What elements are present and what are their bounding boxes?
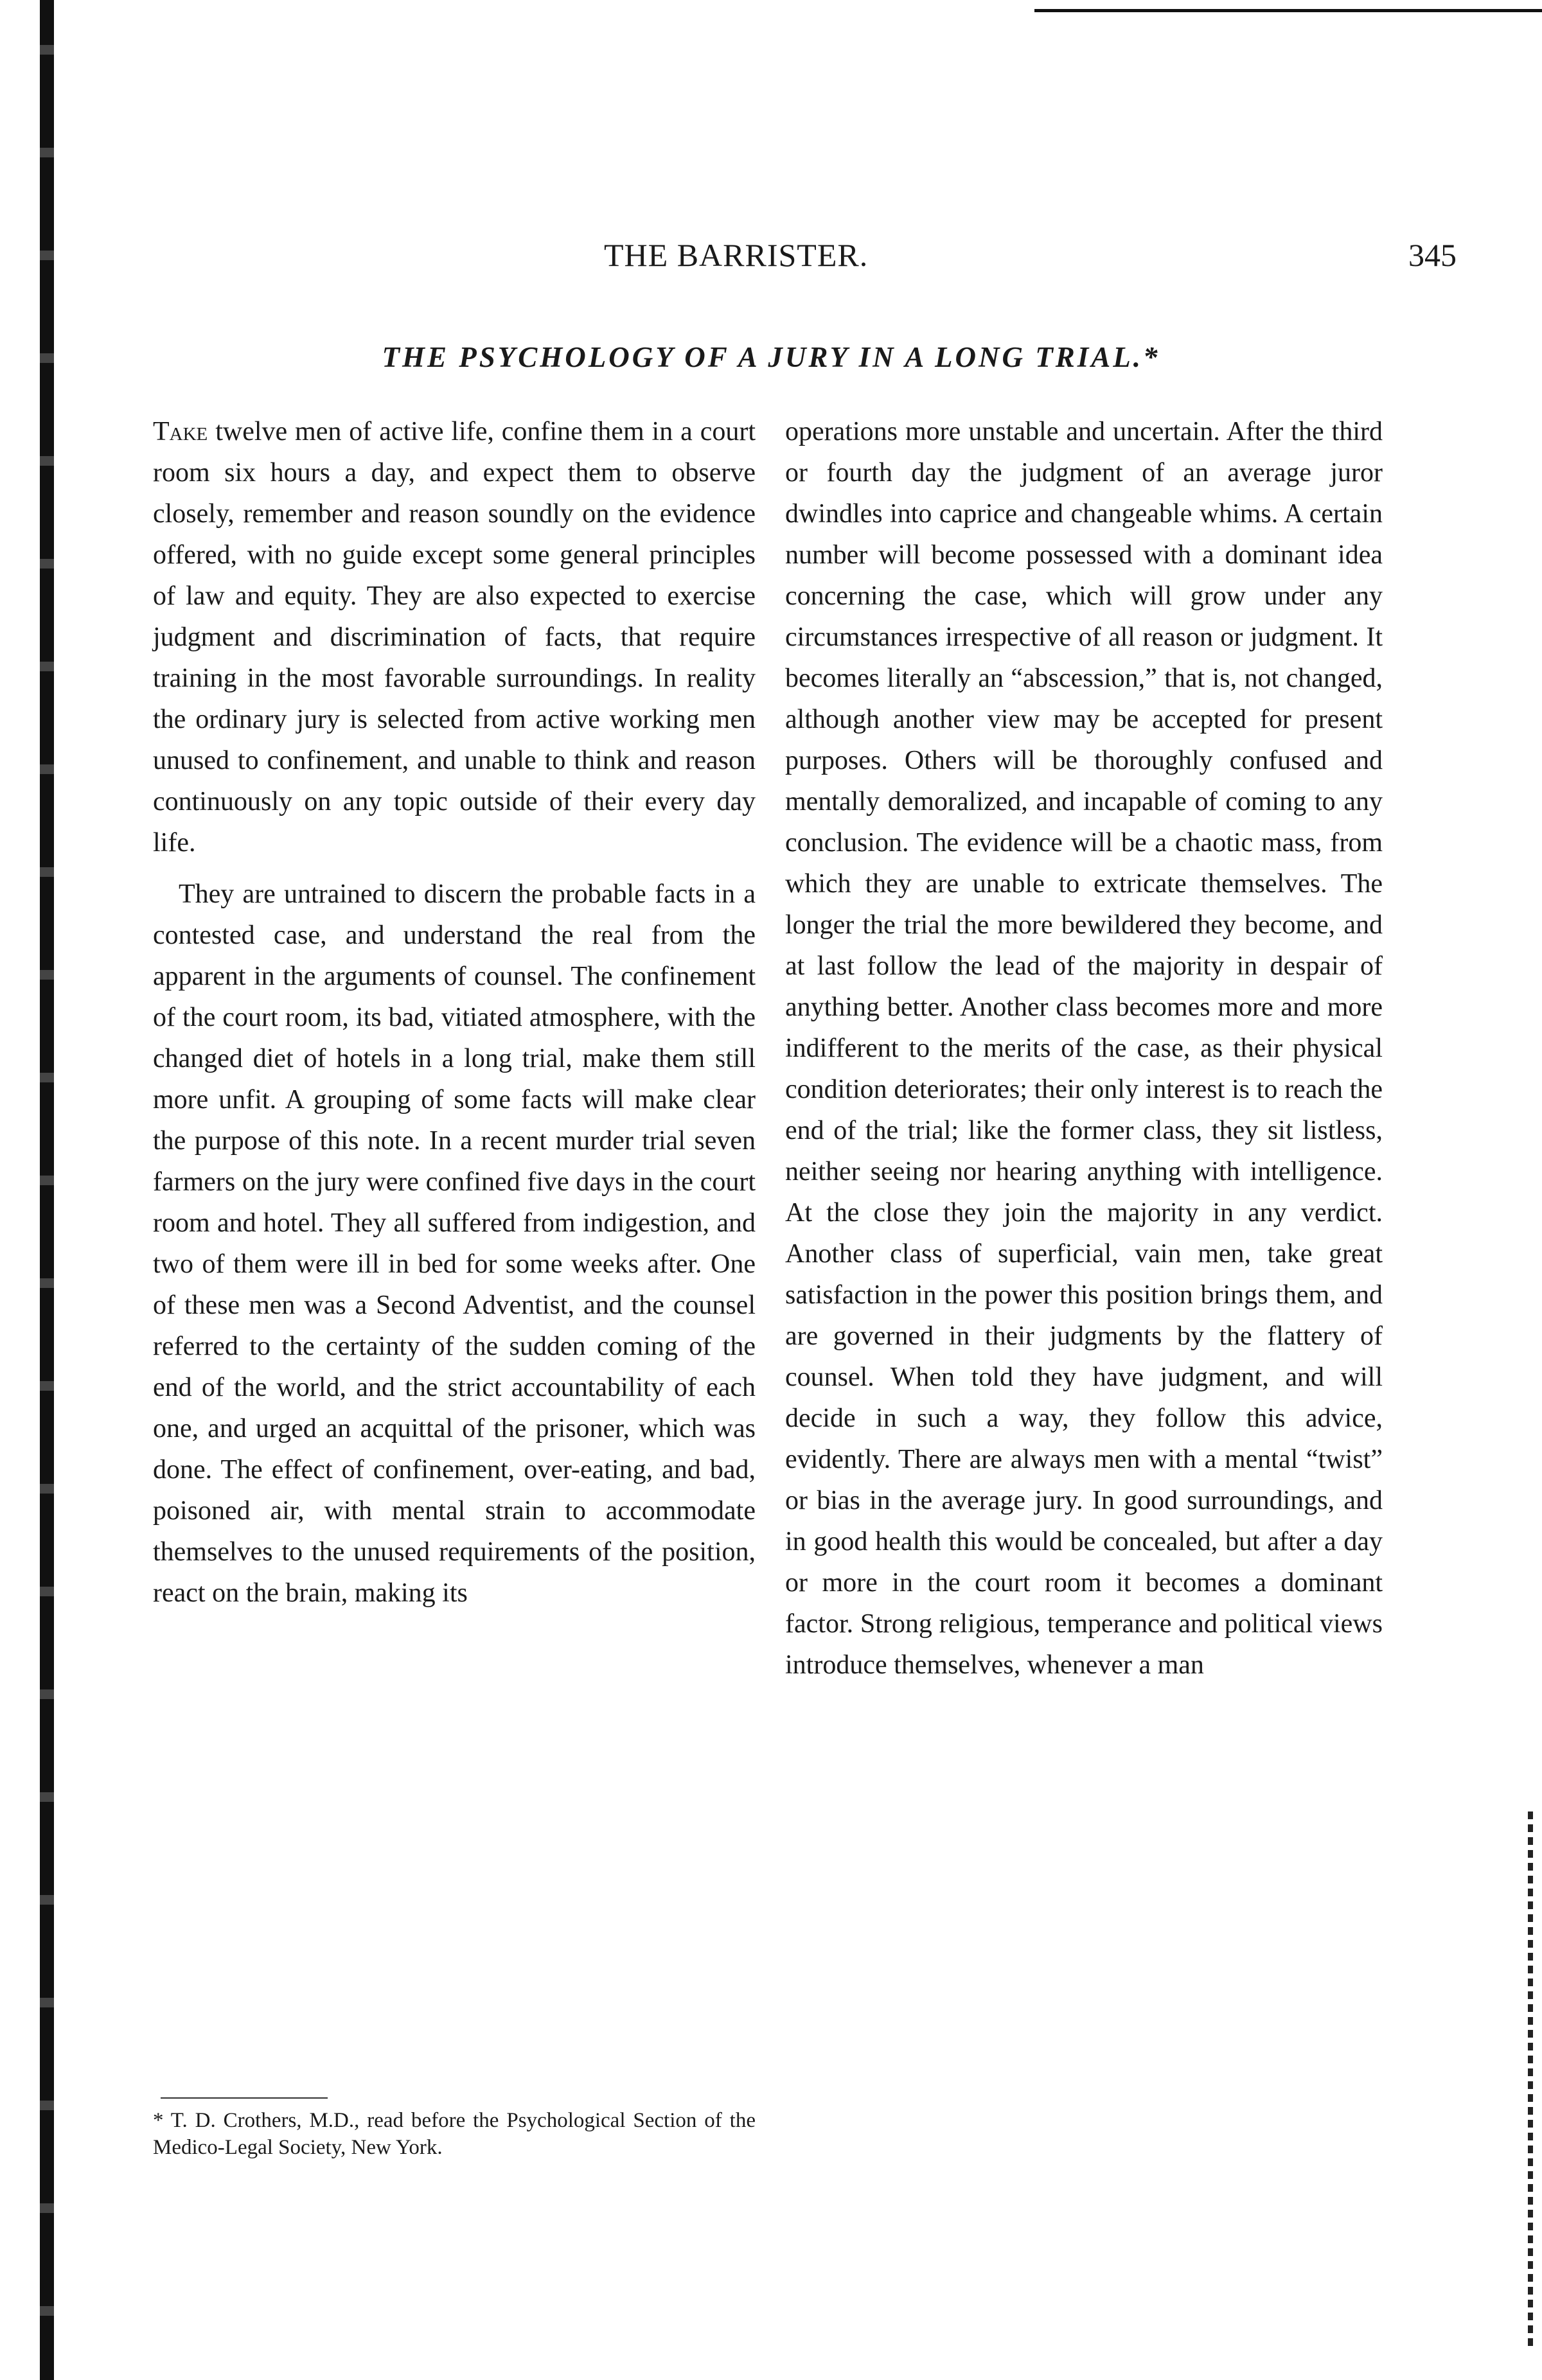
paragraph-1-text: twelve men of active life, confine them in a court room six hours a day, and expect them to observe closely, remember and reason soundly on the evidence offered, with no guide except some general principles of law and equity. They are also expected to exercise judgment and discrimination of facts, that require training in the most favorable surroundings. In reality the ordinary jury is selected from active working men unused to confinement, and unable to think and reason continuously on any topic outside of their every day life. bbox=[153, 417, 756, 858]
footnote: * T. D. Crothers, M.D., read before the Psychological Section of the Medico-Legal Society, New York. bbox=[153, 2109, 756, 2159]
paragraph-1 bbox=[153, 411, 756, 863]
left-column bbox=[153, 411, 756, 1614]
running-title: THE BARRISTER. bbox=[604, 237, 869, 273]
right-column bbox=[785, 411, 1383, 1686]
scan-edge-right bbox=[1528, 1811, 1533, 2351]
article-title: THE PSYCHOLOGY OF A JURY IN A LONG TRIAL.* bbox=[382, 341, 1160, 373]
opening-word: Take bbox=[153, 417, 208, 446]
footnote-rule bbox=[161, 2097, 328, 2099]
paragraph-3: operations more unstable and uncertain. After the third or fourth day the judgment of an average juror dwindles into caprice and changeable whims. A certain number will become possessed with a dominant idea concerning the case, which will grow under any circumstances irrespective of all reason or judgment. It becomes literally an “abscession,” that is, not changed, although another view may be accepted for present purposes. Others will be thoroughly confused and mentally demoralized, and incapable of coming to any conclusion. The evidence will be a chaotic mass, from which they are unable to extricate themselves. The longer the trial the more bewildered they become, and at last follow the lead of the majority in despair of anything better. Another class becomes more and more indifferent to the merits of the case, as their physical condition deteriorates; their only interest is to reach the end of the trial; like the former class, they sit listless, neither seeing nor hearing anything with intelligence. At the close they join the majority in any verdict. Another class of superficial, vain men, take great satisfaction in the power this position brings them, and are governed in their judgments by the flattery of counsel. When told they have judgment, and will decide in such a way, they follow this advice, evidently. There are always men with a mental “twist” or bias in the average jury. In good surroundings, and in good health this would be concealed, but after a day or more in the court room it becomes a dominant factor. Strong religious, temperance and political views introduce themselves, whenever a man bbox=[785, 417, 1383, 1680]
paragraph-2: They are untrained to discern the probable facts in a contested case, and understand the real from the apparent in the arguments of counsel. The confinement of the court room, its bad, vitiated atmosphere, with the changed diet of hotels in a long trial, make them still more unfit. A grouping of some facts will make clear the purpose of this note. In a recent murder trial seven farmers on the jury were confined five days in the court room and hotel. They all suffered from indigestion, and two of them were ill in bed for some weeks after. One of these men was a Second Adventist, and the counsel referred to the certainty of the sudden coming of the end of the world, and the strict accountability of each one, and urged an acquittal of the prisoner, which was done. The effect of confinement, over-eating, and bad, poisoned air, with mental strain to accommodate themselves to the unused requirements of the position, react on the brain, making its bbox=[153, 879, 756, 1608]
page-header bbox=[0, 236, 1542, 281]
page-number: 345 bbox=[1408, 237, 1457, 273]
scan-rule-top bbox=[1034, 9, 1542, 12]
